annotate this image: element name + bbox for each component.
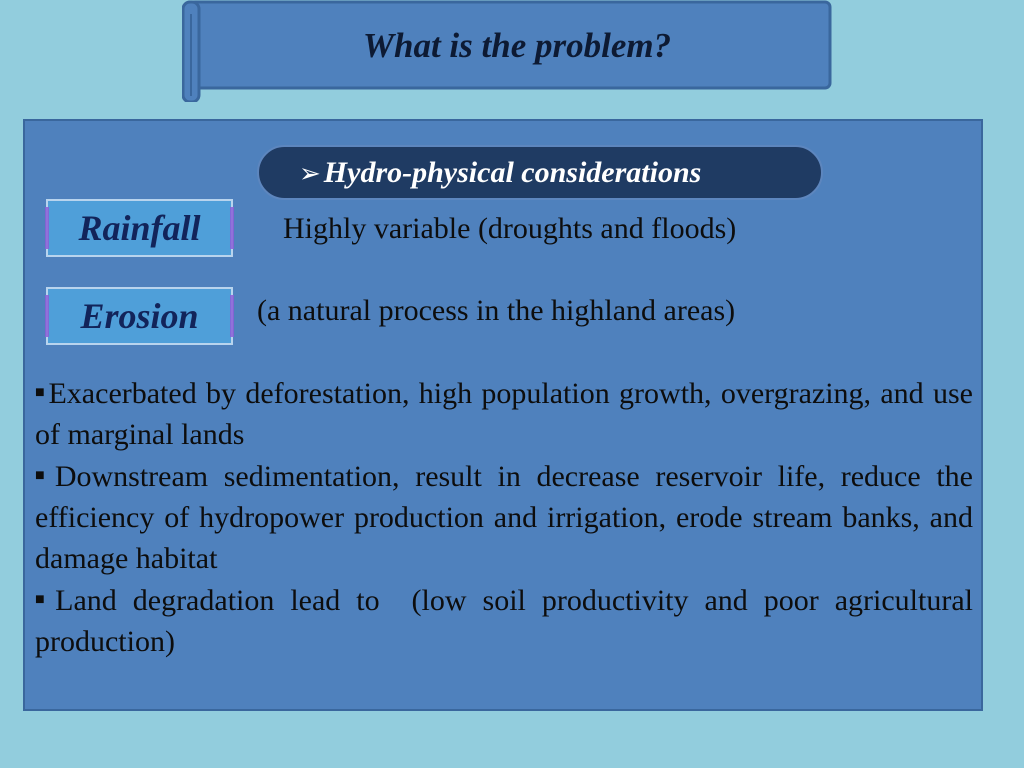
title-banner [182, 0, 832, 102]
bullet-list [35, 372, 981, 662]
erosion-tag: Erosion [46, 287, 233, 345]
list-item [35, 455, 973, 579]
list-item-text: Exacerbated by deforestation, high population growth, overgrazing, and use of marginal lands [35, 377, 973, 451]
section-heading [257, 145, 823, 200]
square-bullet-icon: ■ [35, 591, 54, 608]
list-item-text: Land degradation lead to (low soil productivity and poor agricultural production) [35, 584, 981, 658]
arrow-icon: ➢ [299, 159, 321, 188]
page-title: What is the problem? [362, 26, 672, 65]
list-item [35, 579, 981, 662]
rainfall-tag: Rainfall [46, 199, 233, 257]
list-item-text: Downstream sedimentation, result in decrease reservoir life, reduce the efficiency of hydropower production and irrigation, erode stream banks, and damage habitat [35, 460, 973, 575]
square-bullet-icon: ■ [35, 467, 53, 484]
square-bullet-icon: ■ [35, 384, 47, 401]
rainfall-description: Highly variable (droughts and floods) [283, 212, 737, 245]
list-item [35, 372, 973, 455]
section-heading-label: Hydro-physical considerations [323, 156, 702, 189]
erosion-description: (a natural process in the highland areas) [257, 294, 736, 327]
